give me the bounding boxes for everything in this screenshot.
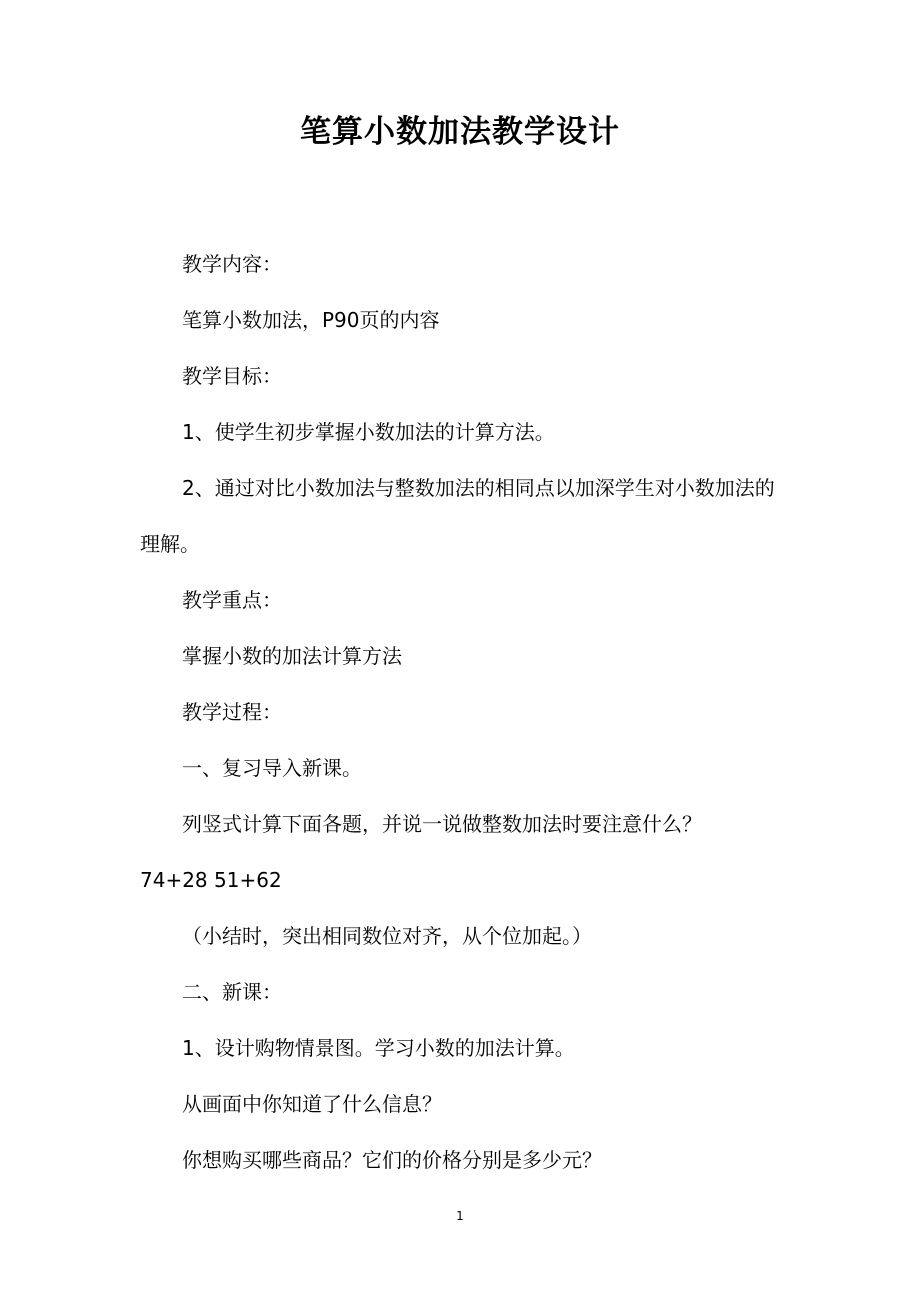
paragraph-review-exercises: 74+28 51+62 bbox=[140, 868, 282, 892]
paragraph-section-new-lesson: 二、新课： bbox=[182, 980, 282, 1004]
paragraph-goal-2: 2、通过对比小数加法与整数加法的相同点以加深学生对小数加法的理解。 bbox=[140, 476, 775, 556]
paragraph-review-summary: （小结时，突出相同数位对齐，从个位加起。） bbox=[182, 924, 592, 948]
paragraph-teaching-goals-label: 教学目标： bbox=[182, 364, 282, 388]
paragraph-teaching-content: 笔算小数加法，P90页的内容 bbox=[182, 308, 440, 332]
document-title: 笔算小数加法教学设计 bbox=[300, 114, 620, 150]
paragraph-teaching-content-label: 教学内容： bbox=[182, 252, 282, 276]
paragraph-key-points-label: 教学重点： bbox=[182, 588, 282, 612]
paragraph-review-instruction: 列竖式计算下面各题，并说一说做整数加法时要注意什么？ bbox=[182, 812, 702, 836]
page-number: 1 bbox=[456, 1209, 464, 1223]
paragraph-goal-1: 1、使学生初步掌握小数加法的计算方法。 bbox=[182, 420, 555, 444]
paragraph-key-points: 掌握小数的加法计算方法 bbox=[182, 644, 402, 668]
paragraph-section-review: 一、复习导入新课。 bbox=[182, 756, 362, 780]
paragraph-new-lesson-1: 1、设计购物情景图。学习小数的加法计算。 bbox=[182, 1036, 575, 1060]
paragraph-question-info: 从画面中你知道了什么信息？ bbox=[182, 1092, 442, 1116]
paragraph-question-purchase: 你想购买哪些商品？它们的价格分别是多少元？ bbox=[182, 1148, 602, 1172]
paragraph-process-label: 教学过程： bbox=[182, 700, 282, 724]
